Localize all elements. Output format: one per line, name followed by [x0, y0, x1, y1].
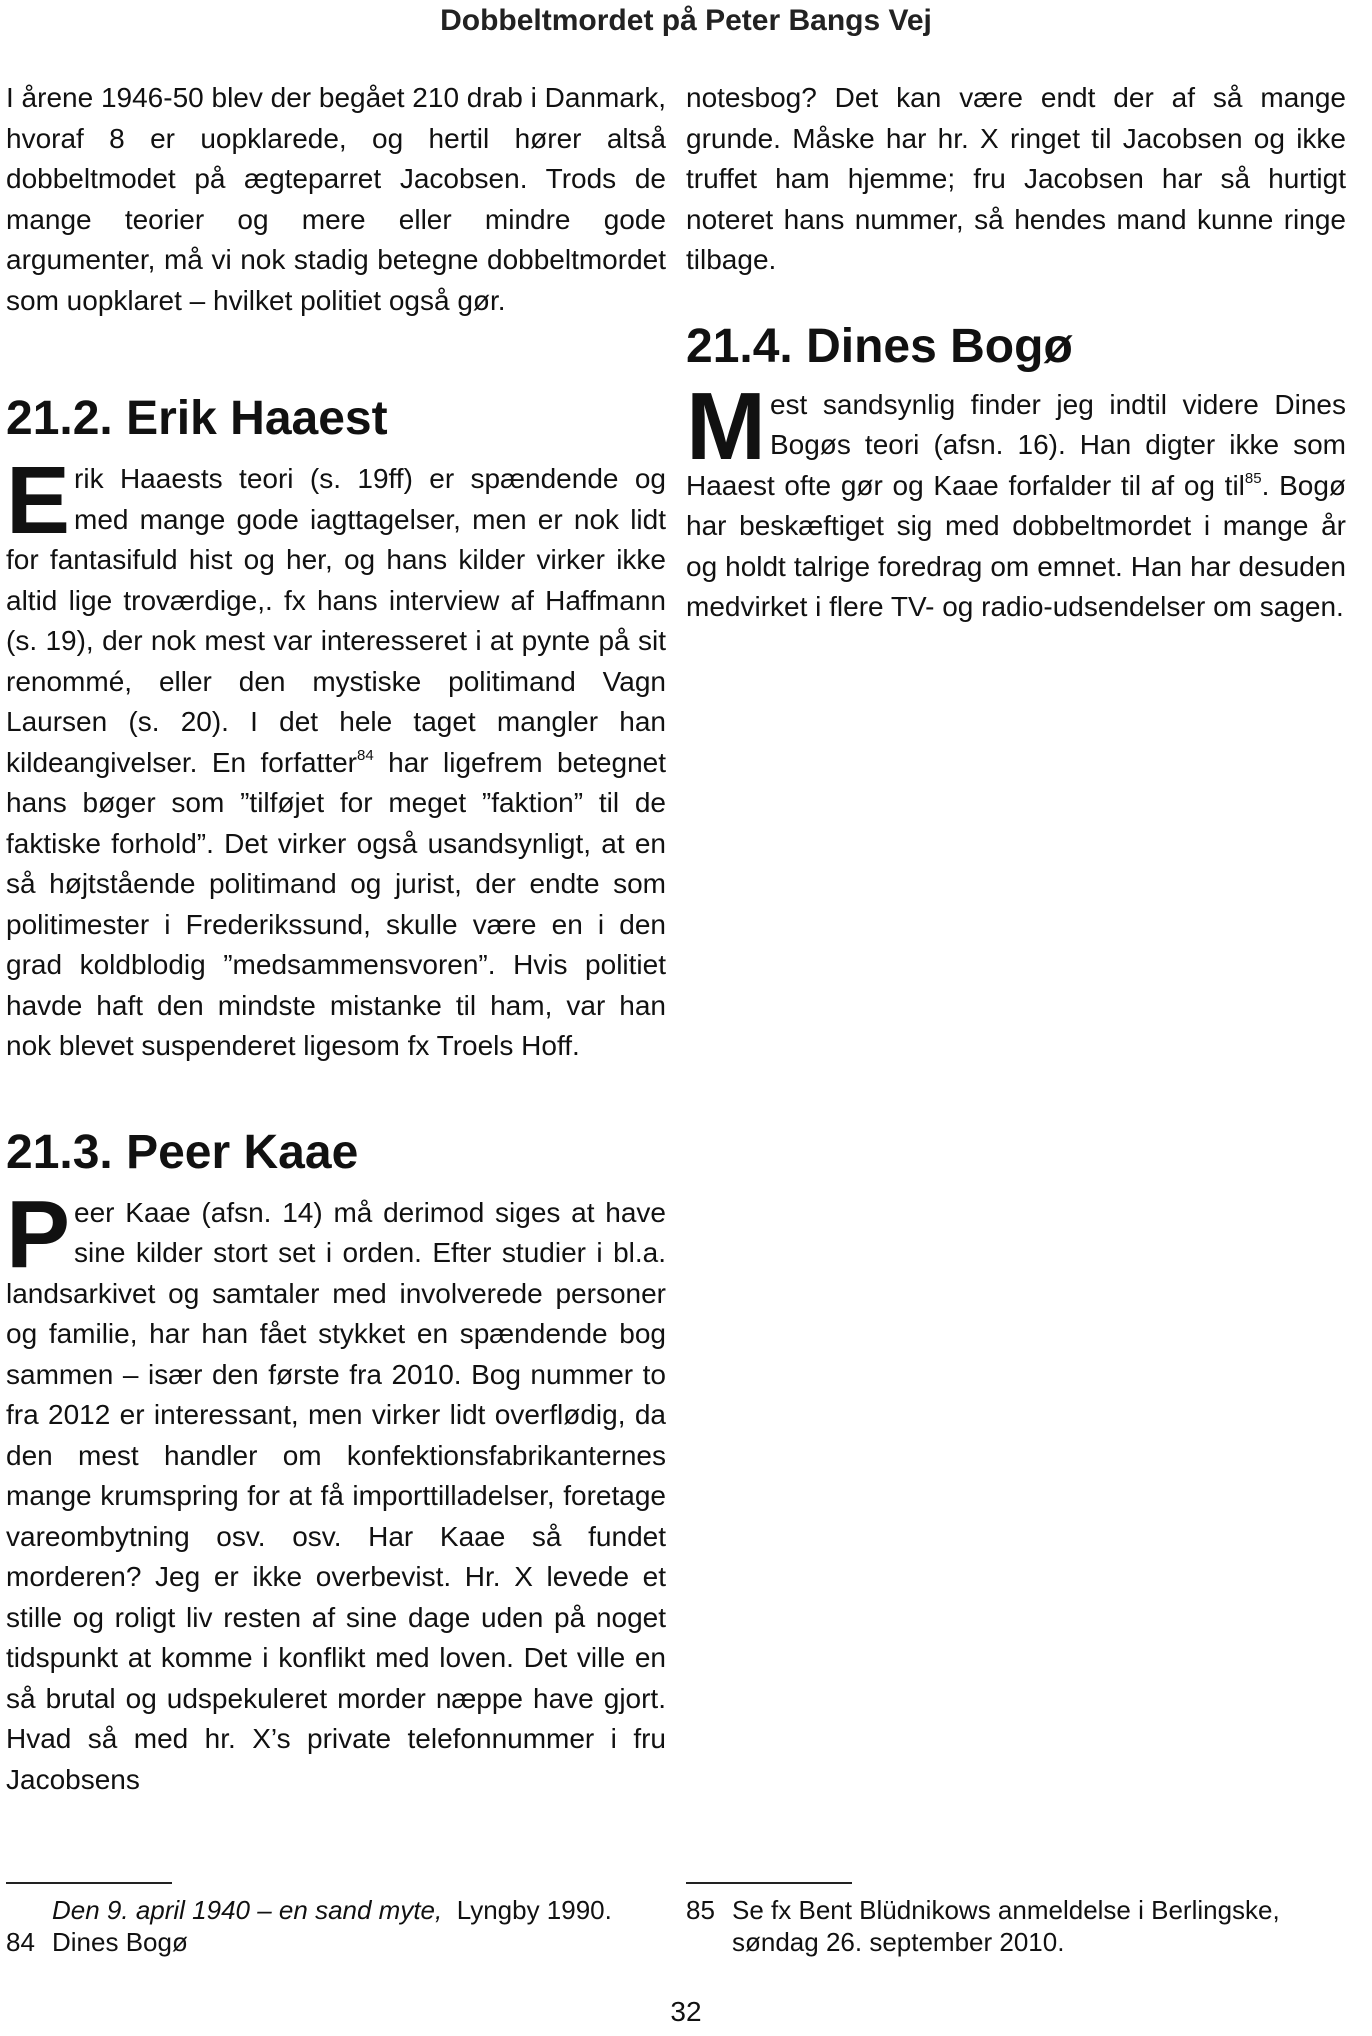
footnote-ref-85[interactable]: 85 [1244, 469, 1262, 487]
page-number: 32 [670, 1996, 702, 2027]
section-title-bogo: 21.4. Dines Bogø [686, 319, 1073, 373]
footnote-84-number: 84 [6, 1927, 35, 1957]
left-column [6, 78, 666, 1800]
footnote-85-number: 85 [686, 1895, 715, 1925]
footnote-rule-left [6, 1882, 172, 1884]
section-title-kaae: 21.3. Peer Kaae [6, 1125, 359, 1179]
kaae-text: eer Kaae (afsn. 14) må derimod siges at have sine kilder stort set i orden. Efter studier i bl.a. landsarkivet og samtaler med involverede personer og familie, har han fået stykket en spændende bog sammen – især den første fra 2010. Bog nummer to fra 2012 er interessant, men virker lidt overflødig, da den mest handler om konfektionsfabrikanternes mange krumspring for at få importtilladelser, foretage vareombytning osv. osv. Har Kaae så fundet morderen? Jeg er ikke overbevist. Hr. X levede et stille og roligt liv resten af sine dage uden på noget tidspunkt at komme i konflikt med loven. Det ville en så brutal og udspekuleret morder næppe have gjort. Hvad så med hr. X’s private telefonnummer i fru Jacobsens [6, 1196, 666, 1795]
footnote-84-author: Dines Bogø [52, 1927, 188, 1957]
kaae-continuation-paragraph: notesbog? Det kan være endt der af så mange grunde. Måske har hr. X ringet til Jacobsen og ikke truffet ham hjemme; fru Jacobsen har så hurtigt noteret hans nummer, så hendes mand kunne ringe tilbage. [686, 82, 1346, 275]
dropcap-m: M [686, 372, 766, 480]
footnote-ref-84[interactable]: 84 [357, 746, 374, 764]
intro-paragraph: I årene 1946-50 blev der begået 210 drab i Danmark, hvoraf 8 er uopklarede, og hertil hører altså dobbeltmodet på ægteparret Jacobsen. Trods de mange teorier og mere eller mindre gode argumenter, må vi nok stadig betegne dobbeltmordet som uopklaret – hvilket politiet også gør. [6, 82, 666, 316]
footnote-85 [686, 1894, 1356, 1958]
footnote-84 [6, 1894, 666, 1958]
dropcap-p: P [6, 1180, 71, 1288]
haaest-text-a: rik Haaests teori (s. 19ff) er spændende og med mange gode iagttagelser, men er nok lidt for fantasifuld hist og her, og hans kilder virker ikke altid lige troværdige,. fx hans interview af Haffmann (s. 19), der nok mest var interesseret i at pynte på sit renommé, eller den mystiske politimand Vagn Laursen (s. 20). I det hele taget mangler han kildeangivelser. En forfatter [6, 463, 666, 778]
bogo-text-b: . Bogø har beskæftiget sig med dobbeltmordet i mange år og holdt talrige foredrag om emnet. Han har desuden medvirket i flere TV- og radio-udsendelser om sagen. [686, 469, 1347, 622]
right-column [686, 78, 1346, 628]
footnote-84-line1 [6, 1894, 666, 1926]
footnote-85-line1 [686, 1894, 1356, 1926]
footnote-rule-right [686, 1882, 852, 1884]
running-header: Dobbeltmordet på Peter Bangs Vej [440, 4, 932, 37]
bogo-text-a: est sandsynlig finder jeg indtil videre Dines Bogøs teori (afsn. 16). Han digter ikke som Haaest ofte gør og Kaae forfalder til af og til [686, 388, 1346, 501]
footnote-85-line2: søndag 26. september 2010. [732, 1927, 1065, 1957]
footnote-84-title: Den 9. april 1940 – en sand myte, [52, 1895, 443, 1925]
kaae-paragraph [6, 1180, 666, 1801]
haaest-text-b: har ligefrem betegnet hans bøger som ”tilføjet for meget ”faktion” til de faktiske forhold”. Det virker også usandsynligt, at en så højtstående politimand og jurist, der endte som politimester i Frederikssund, skulle være en i den grad koldblodig ”medsammensvoren”. Hvis politiet havde haft den mindste mistanke til ham, var han nok blevet suspenderet ligesom fx Troels Hoff. [6, 746, 666, 1061]
footnote-84-line2 [6, 1926, 666, 1958]
footnote-84-place: Lyngby 1990. [456, 1895, 612, 1925]
haaest-paragraph [6, 447, 666, 1067]
footnote-85-text-1: Se fx Bent Blüdnikows anmeldelse i Berlingske, [732, 1895, 1280, 1925]
section-title-haaest: 21.2. Erik Haaest [6, 392, 388, 445]
dropcap-e: E [6, 447, 71, 554]
bogo-paragraph [686, 372, 1347, 628]
